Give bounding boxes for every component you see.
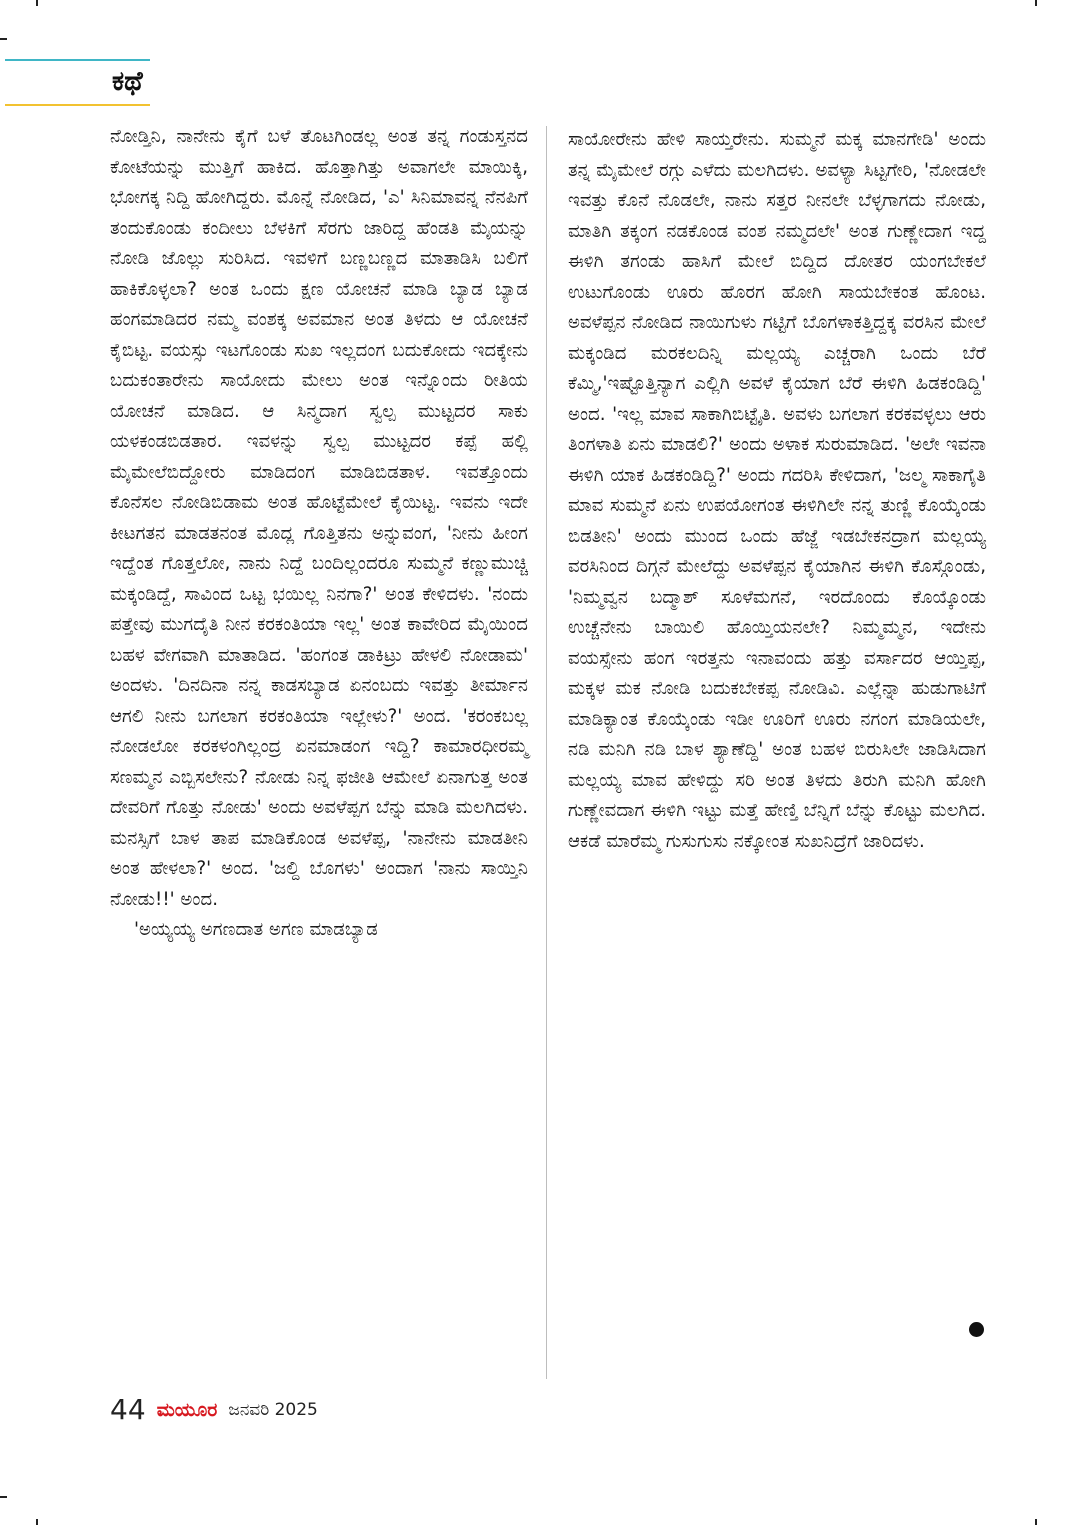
end-of-story-dot-icon bbox=[969, 1322, 984, 1337]
header-rule-yellow bbox=[5, 104, 150, 106]
page-footer bbox=[110, 1393, 318, 1426]
magazine-logo: ಮಯೂರ bbox=[156, 1398, 218, 1421]
crop-mark bbox=[0, 1496, 7, 1498]
crop-mark bbox=[1035, 0, 1037, 6]
page-number: 44 bbox=[110, 1393, 146, 1426]
article-column-right bbox=[568, 125, 986, 857]
section-title: ಕಥೆ bbox=[112, 66, 143, 97]
article-column-left bbox=[110, 122, 528, 946]
crop-mark bbox=[1035, 1519, 1037, 1525]
article-paragraph: ಸಾಯೋರೇನು ಹೇಳಿ ಸಾಯ್ತರೇನು. ಸುಮ್ಮನೆ ಮಕ್ಕ ಮಾನಗೇಡಿ' ಅಂದು ತನ್ನ ಮೈಮೇಲೆ ರಗ್ಗು ಎಳೆದು ಮಲಗಿದಳು. ಅವಳ್ಯಾ ಸಿಟ್ಟಗೇರಿ, 'ನೋಡಲೇ ಇವತ್ತು ಕೊನೆ ನೊಡಲೇ, ನಾನು ಸತ್ತರ ನೀನಲೇ ಬೆಳ್ಳಗಾಗದು ನೋಡು, ಮಾತಿಗಿ ತಕ್ಕಂಗ ನಡಕೊಂಡ ವಂಶ ನಮ್ಮದಲೇ' ಅಂತ ಗುಣ್ಣೇದಾಗ ಇದ್ದ ಈಳಿಗಿ ತಗಂಡು ಹಾಸಿಗೆ ಮೇಲೆ ಬಿದ್ದಿದ ದೋತರ ಯಂಗಬೇಕಲೆ ಉಟುಗೊಂಡು ಊರು ಹೊರಗ ಹೋಗಿ ಸಾಯಬೇಕಂತ ಹೊಂಟ. ಅವಳೆಪ್ಪನ ನೋಡಿದ ನಾಯಿಗುಳು ಗಟ್ಟಿಗೆ ಬೊಗಳಾಕತ್ತಿದ್ದಕ್ಕ ವರಸಿನ ಮೇಲೆ ಮಕ್ಕಂಡಿದ ಮರಕಲದಿನ್ನಿ ಮಲ್ಲಯ್ಯ ಎಚ್ಚರಾಗಿ ಒಂದು ಬೆರೆ ಕೆಮ್ಮಿ,'ಇಷ್ಟೊತ್ತಿನ್ಯಾಗ ಎಲ್ಲಿಗಿ ಅವಳೆ ಕೈಯಾಗ ಬೆರೆ ಈಳಿಗಿ ಹಿಡಕಂಡಿದ್ದಿ' ಅಂದ. 'ಇಲ್ಲ ಮಾವ ಸಾಕಾಗಿಬಿಟ್ಟೈತಿ. ಅವಳು ಬಗಲಾಗ ಕರಕವಳ್ಳಲು ಆರು ತಿಂಗಳಾತಿ ಏನು ಮಾಡಲಿ?' ಅಂದು ಅಳಾಕ ಸುರುಮಾಡಿದ. 'ಅಲೇ ಇವನಾ ಈಳಿಗಿ ಯಾಕ ಹಿಡಕಂಡಿದ್ದಿ?' ಅಂದು ಗದರಿಸಿ ಕೇಳಿದಾಗ, 'ಜಲ್ಮ ಸಾಕಾಗೈತಿ ಮಾವ ಸುಮ್ಮನೆ ಏನು ಉಪಯೋಗಂತ ಈಳಿಗಿಲೇ ನನ್ನ ತುಣ್ಣಿ ಕೊಯ್ಕೆಂಡು ಬಿಡತೀನಿ' ಅಂದು ಮುಂದ ಒಂದು ಹೆಜ್ಜೆ ಇಡಬೇಕನದ್ರಾಗ ಮಲ್ಲಯ್ಯ ವರಸಿನಿಂದ ದಿಗ್ಗನೆ ಮೇಲೆದ್ದು ಅವಳೆಪ್ಪನ ಕೈಯಾಗಿನ ಈಳಿಗಿ ಕೊಸ್ಗೊಂಡು, 'ನಿಮ್ಮವ್ವನ ಬದ್ಮಾಶ್ ಸೂಳೆಮಗನೆ, ಇರದೊಂದು ಕೊಯ್ಕೊಂಡು ಉಚ್ಚೆನೇನು ಬಾಯಿಲಿ ಹೊಯ್ತಿಯನಲೇ? ನಿಮ್ಮಮ್ಮನ, ಇದೇನು ವಯಸ್ಸೇನು ಹಂಗ ಇರತ್ತನು ಇನಾವಂದು ಹತ್ತು ವರ್ಸಾದರ ಆಯ್ತಿಪ್ಪ, ಮಕ್ಕಳ ಮಕ ನೋಡಿ ಬದುಕಬೇಕಪ್ಪ ನೋಡಿವಿ. ಎಲ್ಲೆನ್ನಾ ಹುಡುಗಾಟಿಗೆ ಮಾಡಿಕ್ಯಾಂತ ಕೊಯ್ಕೆಂಡು ಇಡೀ ಊರಿಗೆ ಊರು ನಗಂಗ ಮಾಡಿಯಲೇ, ನಡಿ ಮನಿಗಿ ನಡಿ ಬಾಳ ಶ್ಯಾಣೆದ್ದಿ' ಅಂತ ಬಹಳ ಬಿರುಸಿಲೇ ಜಾಡಿಸಿದಾಗ ಮಲ್ಲಯ್ಯ ಮಾವ ಹೇಳಿದ್ದು ಸರಿ ಅಂತ ತಿಳದು ತಿರುಗಿ ಮನಿಗಿ ಹೋಗಿ ಗುಣ್ಣೇವದಾಗ ಈಳಿಗಿ ಇಟ್ಟು ಮತ್ತೆ ಹೇಣ್ತಿ ಬೆನ್ನಿಗೆ ಬೆನ್ನು ಕೊಟ್ಟು ಮಲಗಿದ. ಆಕಡೆ ಮಾರೆಮ್ಮ ಗುಸುಗುಸು ನಕ್ಕೋಂತ ಸುಖನಿದ್ರೆಗೆ ಜಾರಿದಳು. bbox=[568, 129, 986, 852]
crop-mark bbox=[0, 38, 7, 40]
crop-mark bbox=[36, 0, 38, 6]
crop-mark bbox=[36, 1519, 38, 1525]
column-divider bbox=[546, 126, 547, 1379]
article-paragraph: ನೋಡ್ತಿನಿ, ನಾನೇನು ಕೈಗೆ ಬಳೆ ತೊಟಗಿಂಡಲ್ಲ ಅಂತ ತನ್ನ ಗಂಡುಸ್ತನದ ಕೋಟೆಯನ್ನು ಮುತ್ತಿಗೆ ಹಾಕಿದ. ಹೊತ್ತಾಗಿತ್ತು ಅವಾಗಲೇ ಮಾಯಿಕ್ಕಿ, ಭೋಗಕ್ಕ ನಿದ್ದಿ ಹೋಗಿದ್ದರು. ಮೊನ್ನೆ ನೋಡಿದ, 'ಎ' ಸಿನಿಮಾವನ್ನ ನೆನಪಿಗೆ ತಂದುಕೊಂಡು ಕಂದೀಲು ಬೆಳಕಿಗೆ ಸೆರಗು ಜಾರಿದ್ದ ಹೆಂಡತಿ ಮೈಯನ್ನು ನೋಡಿ ಜೊಲ್ಲು ಸುರಿಸಿದ. ಇವಳಿಗೆ ಬಣ್ಣಬಣ್ಣದ ಮಾತಾಡಿಸಿ ಬಲಿಗೆ ಹಾಕಿಕೊಳ್ಳಲಾ? ಅಂತ ಒಂದು ಕ್ಷಣ ಯೋಚನೆ ಮಾಡಿ ಬ್ಯಾಡ ಬ್ಯಾಡ ಹಂಗಮಾಡಿದರ ನಮ್ಮ ವಂಶಕ್ಕ ಅವಮಾನ ಅಂತ ತಿಳದು ಆ ಯೋಚನೆ ಕೈಬಿಟ್ಟ. ವಯಸ್ಸು ಇಟಗೊಂಡು ಸುಖ ಇಲ್ಲದಂಗ ಬದುಕೋದು ಇದಕ್ಕೇನು ಬದುಕಂತಾರೇನು ಸಾಯೋದು ಮೇಲು ಅಂತ ಇನ್ನೊಂದು ರೀತಿಯ ಯೋಚನೆ ಮಾಡಿದ. ಆ ಸಿನ್ಮದಾಗ ಸ್ವಲ್ಪ ಮುಟ್ಟದರ ಸಾಕು ಯಳಕಂಡಬಿಡತಾರ. ಇವಳನ್ನು ಸ್ವಲ್ಪ ಮುಟ್ಟದರ ಕಪ್ಪೆ ಹಲ್ಲಿ ಮೈಮೇಲೆಬಿದ್ದೋರು ಮಾಡಿದಂಗ ಮಾಡಿಬಿಡತಾಳ. ಇವತ್ತೊಂದು ಕೊನೆಸಲ ನೋಡಿಬಿಡಾಮ ಅಂತ ಹೊಟ್ಟೆಮೇಲೆ ಕೈಯಿಟ್ಟ. ಇವನು ಇದೇ ಕೀಟಗತನ ಮಾಡತನಂತ ಮೊದ್ಲ ಗೊತ್ತಿತನು ಅನ್ನುವಂಗ, 'ನೀನು ಹೀಂಗ ಇದ್ದೆಂತ ಗೊತ್ತಲೋ, ನಾನು ನಿದ್ದೆ ಬಂದಿಲ್ಲಂದರೂ ಸುಮ್ಮನೆ ಕಣ್ಣುಮುಚ್ಚಿ ಮಕ್ಕಂಡಿದ್ದೆ, ಸಾವಿಂದ ಒಟ್ಟ ಭಯಿಲ್ಲ ನಿನಗಾ?' ಅಂತ ಕೇಳಿದಳು. 'ನಂದು ಪತ್ತೇವು ಮುಗದೈತಿ ನೀನ ಕರಕಂತಿಯಾ ಇಲ್ಲ' ಅಂತ ಕಾವೇರಿದ ಮೈಯಿಂದ ಬಹಳ ವೇಗವಾಗಿ ಮಾತಾಡಿದ. 'ಹಂಗಂತ ಡಾಕಿಟ್ರು ಹೇಳಲಿ ನೋಡಾಮ' ಅಂದಳು. 'ದಿನದಿನಾ ನನ್ನ ಕಾಡಸಬ್ಯಾಡ ಏನಂಬದು ಇವತ್ತು ತೀರ್ಮಾನ ಆಗಲಿ ನೀನು ಬಗಲಾಗ ಕರಕಂತಿಯಾ ಇಲ್ಲೇಳು?' ಅಂದ. 'ಕರಂಕಬಲ್ಲ ನೋಡಲೋ ಕರಕಳಂಗಿಲ್ಲಂದ್ರ ಏನಮಾಡಂಗ ಇದ್ದಿ? ಕಾಮಾರಧೀರಮ್ಮ ಸಣಮ್ಮನ ಎಬ್ಬಿಸಲೇನು? ನೋಡು ನಿನ್ನ ಫಜೀತಿ ಆಮೇಲೆ ಏನಾಗುತ್ತ ಅಂತ ದೇವರಿಗೆ ಗೊತ್ತು ನೋಡು' ಅಂದು ಅವಳೆಪ್ಪಗ ಬೆನ್ನು ಮಾಡಿ ಮಲಗಿದಳು. ಮನಸ್ಸಿಗೆ ಬಾಳ ತಾಪ ಮಾಡಿಕೊಂಡ ಅವಳೆಪ್ಪ, 'ನಾನೇನು ಮಾಡತೀನಿ ಅಂತ ಹೇಳಲಾ?' ಅಂದ. 'ಜಲ್ದಿ ಬೊಗಳು' ಅಂದಾಗ 'ನಾನು ಸಾಯ್ತಿನಿ ನೋಡು!!' ಅಂದ. bbox=[110, 126, 528, 910]
issue-date: ಜನವರಿ 2025 bbox=[228, 1399, 318, 1420]
header-rule-teal bbox=[5, 59, 150, 61]
article-paragraph: 'ಅಯ್ಯಯ್ಯ ಅಗಣದಾತ ಅಗಣ ಮಾಡಬ್ಯಾಡ bbox=[134, 919, 378, 940]
